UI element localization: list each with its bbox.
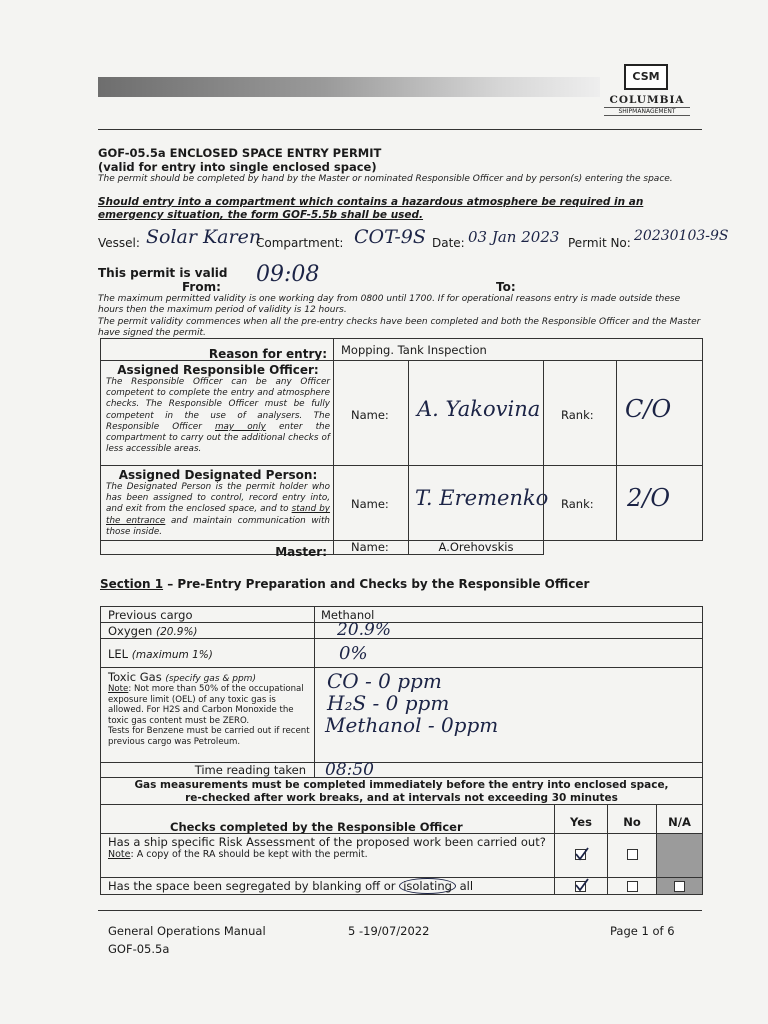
toxic-gas-label-cell: [100, 667, 315, 763]
master-label: Master:: [275, 545, 327, 559]
toxic-gas-note: Note: Not more than 50% of the occupational exposure limit (OEL) of any toxic gas is allowed. For H2S and Carbon Monoxide the toxic gas content must be ZERO.: [108, 684, 304, 726]
ro-rank-cell: [616, 360, 703, 466]
validity-to-label: To:: [496, 280, 516, 294]
ro-name-label-cell: [333, 360, 409, 466]
gas-measurement-note: Gas measurements must be completed immediately before the entry into enclosed space, re-checked after work breaks, and at intervals not exceeding 30 minutes: [100, 777, 703, 805]
dp-name-value[interactable]: T. Eremenko: [415, 486, 549, 510]
col-na-header: N/A: [656, 804, 703, 834]
designated-person-description: The Designated Person is the permit holder who has been assigned to control, record entry into, and exit from the enclosed space, and to stand by the entrance and maintain communication with those inside.: [106, 482, 331, 537]
validity-note-1: The maximum permitted validity is one working day from 0800 until 1700. If for operational reasons entry is made outside these hours then the maximum period of validity is 12 hours.: [98, 294, 681, 315]
footer-divider: [98, 910, 702, 911]
ro-name-cell: [408, 360, 544, 466]
check-q1-cell: [100, 833, 555, 878]
q2-no-cell: [607, 877, 657, 895]
responsible-officer-title: Assigned Responsible Officer:: [117, 363, 319, 377]
dp-name-label: Name:: [351, 497, 389, 511]
permit-no-label: Permit No:: [568, 236, 631, 250]
company-logo-icon: CSM: [624, 64, 668, 90]
time-reading-label: Time reading taken: [100, 762, 315, 778]
checks-title: Checks completed by the Responsible Officer: [170, 820, 463, 834]
check-q1-note: Note: A copy of the RA should be kept with the permit.: [108, 849, 368, 860]
dp-rank-label-cell: [543, 465, 617, 541]
header-bar: [98, 77, 600, 97]
designated-person-cell: [100, 465, 334, 541]
toxic-gas-co[interactable]: CO - 0 ppm: [327, 669, 442, 693]
toxic-gas-value-cell: [314, 667, 703, 763]
ro-rank-value[interactable]: C/O: [625, 395, 672, 423]
form-title: GOF-05.5a ENCLOSED SPACE ENTRY PERMIT: [98, 146, 382, 160]
vessel-value[interactable]: Solar Karen: [146, 226, 262, 248]
dp-rank-value[interactable]: 2/O: [627, 484, 671, 512]
form-intro: The permit should be completed by hand by the Master or nominated Responsible Officer and by person(s) entering the space.: [98, 174, 673, 184]
ro-rank-label-cell: [543, 360, 617, 466]
lel-hint: (maximum 1%): [131, 649, 213, 661]
lel-value-cell: [314, 638, 703, 668]
header-divider: [98, 129, 702, 130]
dp-rank-cell: [616, 465, 703, 541]
master-name-label: Name:: [333, 540, 409, 555]
dp-rank-label: Rank:: [561, 497, 594, 511]
time-reading-cell: [314, 762, 703, 778]
benzene-note: Tests for Benzene must be carried out if recent previous cargo was Petroleum.: [108, 726, 310, 747]
toxic-gas-methanol[interactable]: Methanol - 0ppm: [325, 713, 499, 737]
validity-heading: This permit is valid: [98, 266, 228, 280]
lel-label: LEL: [108, 647, 129, 661]
check-q2-text: Has the space been segregated by blanking off or isolating all: [108, 879, 474, 893]
responsible-officer-cell: [100, 360, 334, 466]
lel-value[interactable]: 0%: [339, 643, 368, 664]
time-reading-value[interactable]: 08:50: [325, 760, 374, 780]
ro-rank-label: Rank:: [561, 408, 594, 422]
footer-page-number: Page 1 of 6: [610, 924, 675, 938]
q2-no-checkbox[interactable]: [627, 881, 638, 892]
q1-na-cell-disabled: [656, 833, 703, 878]
compartment-label: Compartment:: [256, 236, 344, 250]
q1-no-checkbox[interactable]: [627, 849, 638, 860]
lel-label-cell: [100, 638, 315, 668]
check-q2-cell: [100, 877, 555, 895]
toxic-gas-h2s[interactable]: H₂S - 0 ppm: [327, 691, 450, 715]
previous-cargo-value[interactable]: Methanol: [314, 606, 703, 623]
vessel-label: Vessel:: [98, 236, 140, 250]
date-value[interactable]: 03 Jan 2023: [468, 228, 560, 246]
ro-name-value[interactable]: A. Yakovina: [417, 397, 541, 421]
q2-yes-cell: [554, 877, 608, 895]
designated-person-title: Assigned Designated Person:: [118, 468, 318, 482]
footer-code: GOF-05.5a: [108, 942, 170, 956]
q2-na-cell: [656, 877, 703, 895]
toxic-gas-label: Toxic Gas (specify gas & ppm): [108, 670, 256, 684]
oxygen-value-cell: [314, 622, 703, 639]
compartment-value[interactable]: COT-9S: [354, 226, 426, 248]
check-q1-text: Has a ship specific Risk Assessment of the proposed work been carried out?: [108, 835, 546, 849]
reason-value[interactable]: Mopping. Tank Inspection: [333, 338, 703, 361]
dp-name-cell: [408, 465, 549, 541]
reason-label: Reason for entry:: [208, 347, 327, 361]
date-label: Date:: [432, 236, 465, 250]
ro-name-label: Name:: [351, 408, 389, 422]
company-subtitle: SHIPMANAGEMENT: [604, 107, 690, 116]
reason-label-cell: [100, 338, 334, 361]
validity-from-label: From:: [182, 280, 221, 294]
oxygen-hint: (20.9%): [155, 626, 198, 638]
q2-yes-tick-icon: [573, 876, 591, 894]
validity-from-value[interactable]: 09:08: [256, 262, 320, 287]
oxygen-label: Oxygen: [108, 624, 153, 638]
section1-title: Section 1 – Pre-Entry Preparation and Checks by the Responsible Officer: [100, 577, 590, 591]
circled-word: isolating: [399, 878, 456, 894]
checks-header-cell: [100, 804, 555, 834]
master-name-value[interactable]: A.Orehovskis: [408, 540, 544, 555]
validity-note-2: The permit validity commences when all the pre-entry checks have been completed and both the Responsible Officer and the Master have signed the permit.: [98, 317, 701, 338]
col-no-header: No: [607, 804, 657, 834]
q1-no-cell: [607, 833, 657, 878]
col-yes-header: Yes: [554, 804, 608, 834]
company-name: COLUMBIA: [609, 94, 685, 106]
form-warning: Should entry into a compartment which contains a hazardous atmosphere be required in an emergency situation, the form GOF-5.5b shall be used.: [98, 196, 644, 221]
responsible-officer-description: The Responsible Officer can be any Officer competent to complete the entry and atmosphere checks. The Responsible Officer must be fully competent in the use of analysers. The Responsible Officer may only enter the compartment to carry out the additional checks of less accessible areas.: [106, 377, 331, 455]
q1-yes-cell: [554, 833, 608, 878]
dp-name-label-cell: [333, 465, 409, 541]
oxygen-value[interactable]: 20.9%: [337, 620, 392, 640]
q2-na-checkbox[interactable]: [674, 881, 685, 892]
footer-manual: General Operations Manual: [108, 924, 266, 938]
q1-yes-tick-icon: [573, 845, 591, 863]
footer-revision: 5 -19/07/2022: [348, 924, 430, 938]
master-label-cell: [100, 540, 334, 559]
previous-cargo-label: Previous cargo: [100, 606, 315, 623]
permit-no-value[interactable]: 20230103-9S: [634, 228, 729, 244]
form-subtitle: (valid for entry into single enclosed space): [98, 160, 377, 174]
oxygen-label-cell: [100, 622, 315, 639]
